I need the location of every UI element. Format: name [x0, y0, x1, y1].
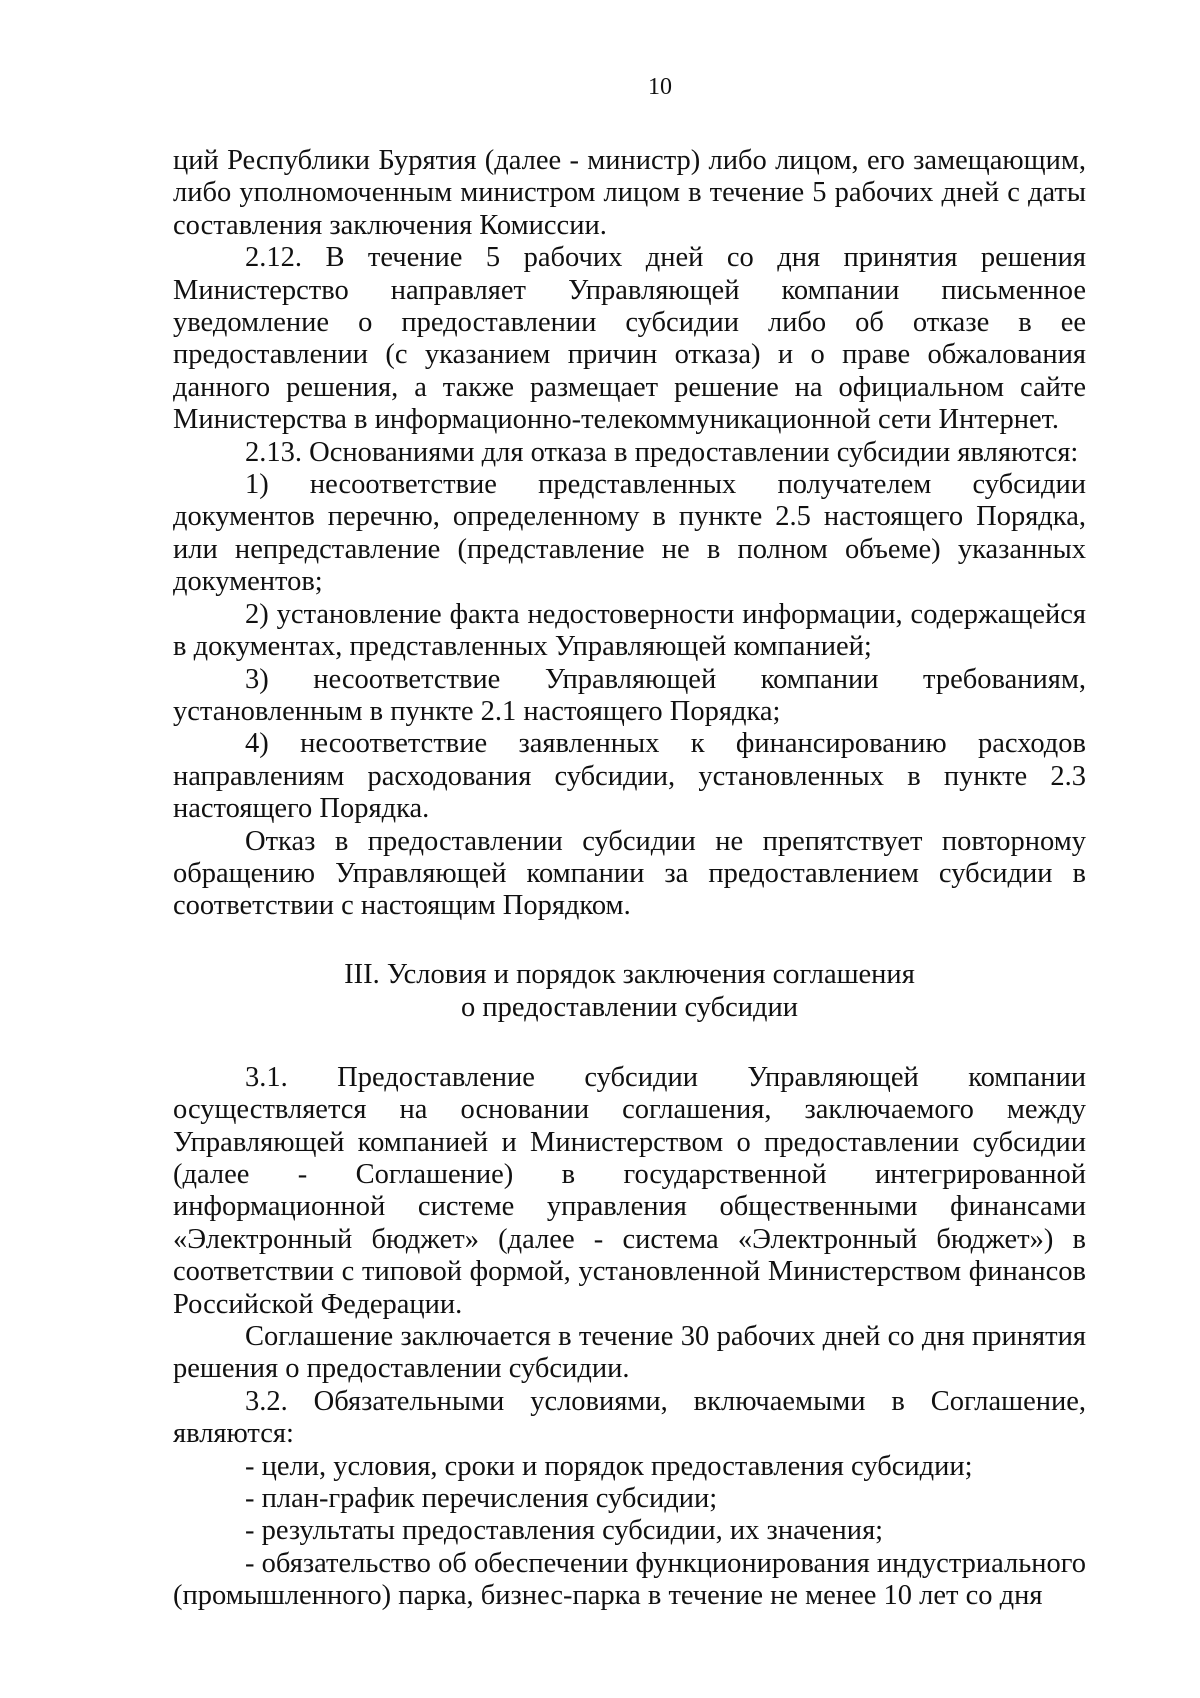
section-heading-line-2: о предоставлении субсидии	[460, 991, 799, 1023]
paragraph: - план-график перечисления субсидии;	[245, 1483, 718, 1515]
paragraph: 2.12. В течение 5 рабочих дней со дня принятия решения Министерство направляет Управляющей компании письменное уведомление о предоставлении субсидии либо об отказе в ее предоставлении (с указанием причин отказа) и о праве обжалования данного решения, а также размещает решение на официальном сайте Министерства в информационно-телекоммуникационной сети Интернет.	[173, 242, 1086, 436]
paragraph: Отказ в предоставлении субсидии не препятствует повторному обращению Управляющей компании за предоставлением субсидии в соответствии с настоящим Порядком.	[173, 825, 1086, 922]
paragraph: 4) несоответствие заявленных к финансированию расходов направлениям расходования субсидии, установленных в пункте 2.3 настоящего Порядка.	[173, 728, 1086, 825]
paragraph: - цели, условия, сроки и порядок предоставления субсидии;	[245, 1450, 973, 1482]
paragraphs-before-heading	[173, 145, 1086, 923]
paragraph: - результаты предоставления субсидии, их значения;	[245, 1515, 884, 1547]
paragraph: Соглашение заключается в течение 30 рабочих дней со дня принятия решения о предоставлении субсидии.	[173, 1321, 1086, 1385]
section-heading-line-1: III. Условия и порядок заключения соглашения	[344, 958, 915, 990]
paragraph: 1) несоответствие представленных получателем субсидии документов перечню, определенному в пункте 2.5 настоящего Порядка, или непредставление (представление не в полном объеме) указанных документов;	[173, 469, 1086, 598]
paragraph: 2) установление факта недостоверности информации, содержащейся в документах, представленных Управляющей компанией;	[173, 598, 1086, 663]
paragraph: ций Республики Бурятия (далее - министр) либо лицом, его замещающим, либо уполномоченным министром лицом в течение 5 рабочих дней с даты составления заключения Комиссии.	[173, 145, 1086, 241]
paragraph: 3.2. Обязательными условиями, включаемыми в Соглашение, являются:	[173, 1385, 1086, 1450]
document-body	[173, 145, 1086, 1613]
page-number: 10	[648, 74, 672, 100]
paragraph: 3) несоответствие Управляющей компании требованиям, установленным в пункте 2.1 настоящего Порядка;	[173, 663, 1086, 727]
paragraph: 3.1. Предоставление субсидии Управляющей компании осуществляется на основании соглашения, заключаемого между Управляющей компанией и Министерством о предоставлении субсидии (далее - Соглашение) в государственной интегрированной информационной системе управления общественными финансами «Электронный бюджет» (далее - система «Электронный бюджет») в соответствии с типовой формой, установленной Министерством финансов Российской Федерации.	[173, 1061, 1086, 1320]
paragraph: 2.13. Основаниями для отказа в предоставлении субсидии являются:	[245, 436, 1079, 468]
paragraphs-after-heading	[173, 1062, 1086, 1613]
section-heading	[173, 958, 1086, 1024]
paragraph: - обязательство об обеспечении функционирования индустриального (промышленного) парка, бизнес-парка в течение не менее 10 лет со дня	[173, 1547, 1086, 1612]
